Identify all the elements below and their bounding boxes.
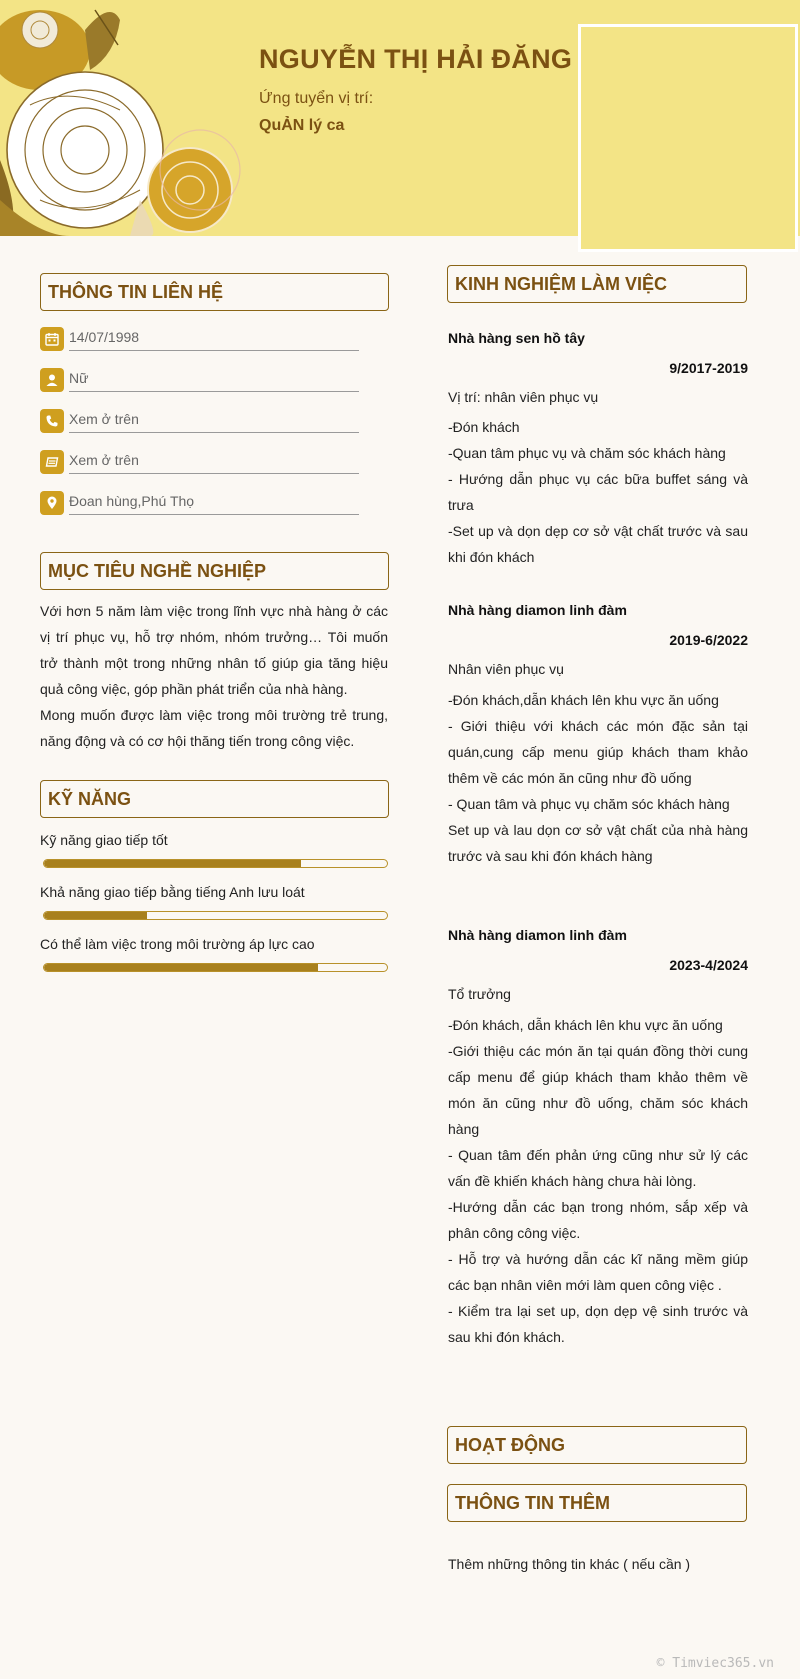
objective-paragraph-1: Với hơn 5 năm làm việc trong lĩnh vực nhà hàng ở các vị trí phục vụ, hỗ trợ nhóm, nhóm trưởng… Tôi muốn trở thành một trong những nhân tố giúp gia tăng hiệu quả công việc, góp phần phát triển của nhà hàng. <box>40 603 388 697</box>
user-icon <box>40 368 64 392</box>
skill-fill <box>44 912 147 919</box>
list-item: - Quan tâm và phục vụ chăm sóc khách hàng <box>448 796 730 812</box>
section-activities-title: HOẠT ĐỘNG <box>447 1426 747 1464</box>
skill-bar-1 <box>43 859 388 868</box>
contact-email-value[interactable]: Xem ở trên <box>69 450 359 474</box>
job-2-period: 2019-6/2022 <box>669 632 748 648</box>
list-item: - Hướng dẫn phục vụ các bữa buffet sáng và trưa <box>448 471 748 513</box>
contact-row-dob <box>40 327 360 353</box>
job-1-desc <box>448 414 748 570</box>
job-3-role: Tổ trưởng <box>448 986 511 1002</box>
contact-row-address <box>40 491 360 517</box>
job-1-role: Vị trí: nhân viên phục vụ <box>448 389 599 405</box>
list-item: -Đón khách, dẫn khách lên khu vực ăn uống <box>448 1017 723 1033</box>
apply-position-value: QuẢN lý ca <box>259 117 345 134</box>
job-1-company: Nhà hàng sen hồ tây <box>448 330 585 346</box>
calendar-icon <box>40 327 64 351</box>
objective-text <box>40 598 388 754</box>
list-item: -Quan tâm phục vụ và chăm sóc khách hàng <box>448 445 726 461</box>
job-3-desc <box>448 1012 748 1350</box>
section-extra-title: THÔNG TIN THÊM <box>447 1484 747 1522</box>
skill-label-2: Khả năng giao tiếp bằng tiếng Anh lưu loát <box>40 884 305 900</box>
job-2-role: Nhân viên phục vụ <box>448 661 564 677</box>
list-item: - Giới thiệu với khách các món đặc sản tại quán,cung cấp menu giúp khách tham khảo thêm về các món ăn cũng như đồ uống <box>448 718 748 786</box>
section-objective-title: MỤC TIÊU NGHỀ NGHIỆP <box>40 552 389 590</box>
contact-gender-value[interactable]: Nữ <box>69 368 359 392</box>
section-experience-title: KINH NGHIỆM LÀM VIỆC <box>447 265 747 303</box>
list-item: -Đón khách,dẫn khách lên khu vực ăn uống <box>448 692 719 708</box>
photo-placeholder[interactable] <box>578 24 798 252</box>
list-item: - Hỗ trợ và hướng dẫn các kĩ năng mềm giúp các bạn nhân viên mới làm quen công việc . <box>448 1251 748 1293</box>
contact-row-gender <box>40 368 360 394</box>
skill-fill <box>44 860 301 867</box>
skill-label-1: Kỹ năng giao tiếp tốt <box>40 832 168 848</box>
objective-paragraph-2: Mong muốn được làm việc trong môi trường trẻ trung, năng động và có cơ hội thăng tiến trong công việc. <box>40 707 388 749</box>
floral-decoration <box>0 0 250 236</box>
skill-label-3: Có thể làm việc trong môi trường áp lực cao <box>40 936 315 952</box>
footer-watermark: © Timviec365.vn <box>656 1656 774 1671</box>
job-2-desc <box>448 687 748 869</box>
contact-row-email <box>40 450 360 476</box>
section-skills-title: KỸ NĂNG <box>40 780 389 818</box>
skill-fill <box>44 964 318 971</box>
contact-dob-value[interactable]: 14/07/1998 <box>69 327 359 351</box>
section-contact-title: THÔNG TIN LIÊN HỆ <box>40 273 389 311</box>
contact-row-phone <box>40 409 360 435</box>
skill-bar-2 <box>43 911 388 920</box>
phone-icon <box>40 409 64 433</box>
list-item: -Set up và dọn dẹp cơ sở vật chất trước và sau khi đón khách <box>448 523 748 565</box>
job-2-company: Nhà hàng diamon linh đàm <box>448 602 627 618</box>
contact-address-value[interactable]: Đoan hùng,Phú Thọ <box>69 491 359 515</box>
email-icon <box>40 450 64 474</box>
list-item: - Quan tâm đến phản ứng cũng như sử lý các vấn đề khiến khách hàng chưa hài lòng. <box>448 1147 748 1189</box>
location-icon <box>40 491 64 515</box>
apply-position-label: Ứng tuyển vị trí: <box>259 90 374 107</box>
candidate-name: NGUYỄN THỊ HẢI ĐĂNG <box>259 44 573 74</box>
contact-phone-value[interactable]: Xem ở trên <box>69 409 359 433</box>
list-item: -Giới thiệu các món ăn tại quán đồng thời cung cấp menu để giúp khách tham khảo thêm về món ăn cũng như đồ uống, chăm sóc khách hàng <box>448 1043 748 1137</box>
job-3-period: 2023-4/2024 <box>669 957 748 973</box>
list-item: -Đón khách <box>448 419 520 435</box>
list-item: Set up và lau dọn cơ sở vật chất của nhà hàng trước và sau khi đón khách hàng <box>448 822 748 864</box>
job-1-period: 9/2017-2019 <box>669 360 748 376</box>
list-item: - Kiểm tra lại set up, dọn dẹp vệ sinh trước và sau khi đón khách. <box>448 1303 748 1345</box>
job-3-company: Nhà hàng diamon linh đàm <box>448 927 627 943</box>
skill-bar-3 <box>43 963 388 972</box>
extra-info-text: Thêm những thông tin khác ( nếu cần ) <box>448 1556 691 1572</box>
list-item: -Hướng dẫn các bạn trong nhóm, sắp xếp và phân công công việc. <box>448 1199 748 1241</box>
